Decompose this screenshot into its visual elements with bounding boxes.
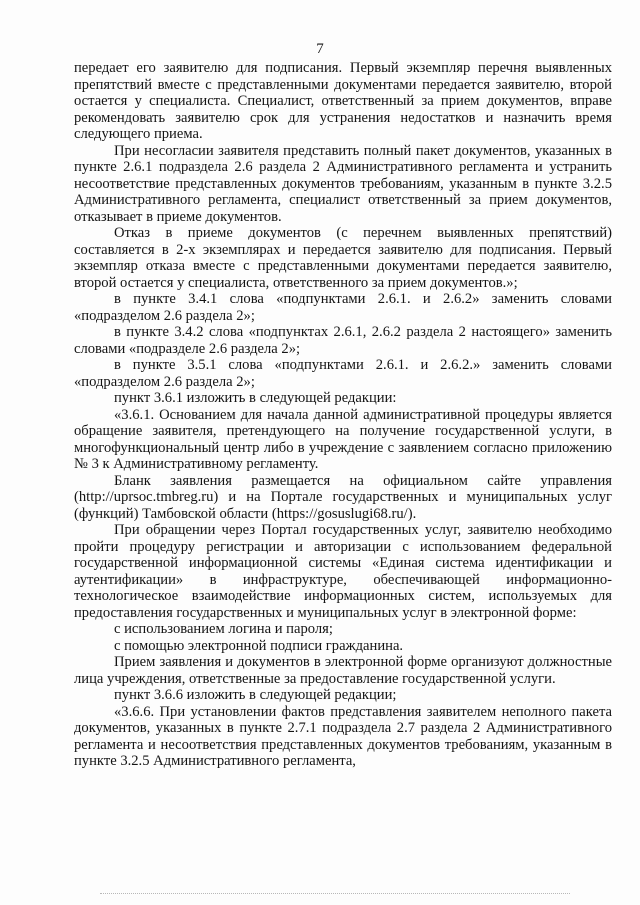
paragraph: передает его заявителю для подписания. Первый экземпляр перечня выявленных препятствий вместе с представленными документами передается заявителю, второй остается у специалиста. Специалист, ответственный за прием документов, вправе рекомендовать заявителю срок для устранения недостатков и назначить время следующего приема. [74, 60, 612, 142]
paragraph: Отказ в приеме документов (с перечнем выявленных препятствий) составляется в 2-х экземплярах и передается заявителю для подписания. Первый экземпляр отказа вместе с представленными документами передается заявителю, второй остается у специалиста, ответственного за прием документов.»; [74, 225, 612, 291]
paragraph: При обращении через Портал государственных услуг, заявителю необходимо пройти процедуру регистрации и авторизации с использованием федеральной государственной информационной системы «Единая система идентификации и аутентификации» в инфраструктуре, обеспечивающей информационно-технологическое взаимодействие информационных систем, используемых для предоставления государственных и муниципальных услуг в электронной форме: [74, 522, 612, 621]
paragraph: с использованием логина и пароля; [114, 621, 333, 637]
paragraph: пункт 3.6.6 изложить в следующей редакции; [114, 687, 397, 703]
paragraph: пункт 3.6.1 изложить в следующей редакции: [114, 390, 397, 406]
paragraph: в пункте 3.5.1 слова «подпунктами 2.6.1. и 2.6.2.» заменить словами «подразделом 2.6 раздела 2»; [74, 357, 612, 390]
paragraph: «3.6.1. Основанием для начала данной административной процедуры является обращение заявителя, претендующего на получение государственной услуги, в многофункциональный центр либо в учреждение с заявлением согласно приложению № 3 к Административному регламенту. [74, 406, 612, 472]
scan-artifact-line [100, 893, 570, 895]
paragraph: с помощью электронной подписи гражданина. [114, 637, 404, 654]
paragraph: в пункте 3.4.2 слова «подпунктах 2.6.1, 2.6.2 раздела 2 настоящего» заменить словами «подразделе 2.6 раздела 2»; [74, 324, 612, 357]
paragraph: Бланк заявления размещается на официальном сайте управления (http://uprsoc.tmbreg.ru) и на Портале государственных и муниципальных услуг (функций) Тамбовской области (https://gosuslugi68.ru/). [74, 472, 612, 522]
page-number: 7 [316, 41, 324, 57]
paragraph: Прием заявления и документов в электронной форме организуют должностные лица учреждения, ответственные за предоставление государственной услуги. [74, 654, 612, 687]
paragraph: При несогласии заявителя представить полный пакет документов, указанных в пункте 2.6.1 подраздела 2.6 раздела 2 Административного регламента и устранить несоответствие представленных документов требованиям, указанным в пункте 3.2.5 Административного регламента, специалист ответственный за прием документов, отказывает в приеме документов. [74, 142, 612, 225]
paragraph: «3.6.6. При установлении фактов представления заявителем неполного пакета документов, указанных в пункте 2.7.1 подраздела 2.7 раздела 2 Административного регламента и несоответствия представленных документов требованиям, указанным в пункте 3.2.5 Административного регламента, [74, 703, 612, 769]
document-body [74, 60, 612, 770]
paragraph: в пункте 3.4.1 слова «подпунктами 2.6.1. и 2.6.2» заменить словами «подразделом 2.6 раздела 2»; [74, 291, 612, 324]
